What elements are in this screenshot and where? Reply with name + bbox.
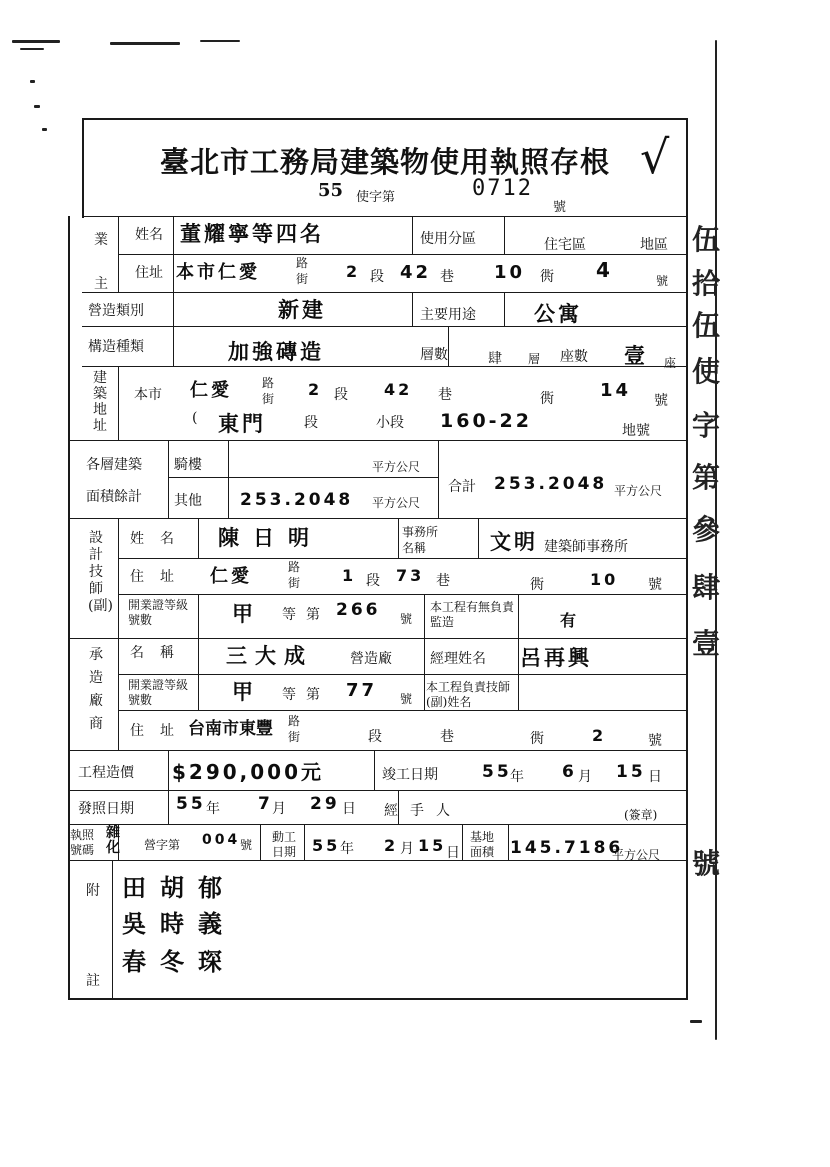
- designer-license-label: 開業證等級號數: [128, 598, 189, 627]
- done-month: 6: [562, 762, 577, 782]
- side-strip-4: 使: [692, 355, 721, 388]
- bldg-count-zuo: 座: [664, 356, 677, 370]
- done-y: 年: [510, 769, 524, 785]
- contractor-street: 街: [288, 730, 301, 744]
- contractor-no: 2: [592, 726, 607, 745]
- other-value: 253.2048: [240, 490, 354, 510]
- site-xiang: 巷: [438, 387, 452, 403]
- owner-duan: 段: [370, 269, 384, 285]
- floors-ceng: 層: [528, 352, 541, 366]
- notes-label-top: 附: [86, 883, 100, 899]
- main-use-value: 公寓: [534, 302, 582, 326]
- owner-addr-label: 住址: [135, 265, 163, 281]
- designer-lane: 73: [396, 566, 425, 585]
- designer-deng-di: 等第: [282, 607, 330, 623]
- site-no: 14: [600, 380, 632, 401]
- site-paren: (: [192, 410, 198, 426]
- site-lane: 42: [384, 380, 413, 399]
- notes-line-1: 田胡郁: [122, 874, 236, 902]
- other-unit: 平方公尺: [372, 496, 421, 510]
- build-type-value: 新建: [278, 298, 326, 322]
- contractor-addr: 台南市東豐: [188, 719, 273, 739]
- issue-day: 29: [310, 794, 340, 814]
- start-y: 年: [340, 841, 354, 857]
- done-d: 日: [648, 769, 662, 785]
- designer-office-name: 文明: [490, 530, 538, 554]
- zone-suffix: 地區: [640, 237, 668, 253]
- owner-road: 路: [296, 256, 309, 270]
- license-number: 0712: [472, 176, 533, 201]
- arcade-label: 騎樓: [174, 457, 202, 473]
- cost-label: 工程造價: [78, 765, 134, 781]
- floors-value: 肆: [488, 351, 502, 367]
- side-strip-10: 號: [692, 847, 721, 880]
- issue-label: 發照日期: [78, 801, 134, 817]
- owner-street: 街: [296, 272, 309, 286]
- other-label: 其他: [174, 493, 202, 509]
- site-road-name: 仁愛: [190, 380, 232, 401]
- site-city: 本市: [134, 387, 162, 403]
- base-area-unit: 平方公尺: [612, 848, 661, 862]
- license-word: 使字第: [356, 190, 396, 205]
- site-nong: 衖: [540, 391, 554, 407]
- designer-name-label: 姓名: [130, 531, 190, 547]
- done-day: 15: [616, 762, 646, 782]
- contractor-hao: 號: [648, 733, 662, 749]
- main-use-label: 主要用途: [420, 307, 476, 323]
- contractor-name: 三大成: [226, 644, 313, 668]
- permit-label: 執照號碼: [70, 828, 95, 857]
- permit-hao: 號: [240, 838, 253, 852]
- side-strip-7: 參: [692, 513, 721, 546]
- owner-name: 董耀寧等四名: [180, 222, 324, 246]
- base-area-label: 基地面積: [470, 830, 495, 859]
- owner-no: 4: [596, 258, 613, 282]
- designer-name: 陳日明: [218, 526, 323, 550]
- owner-hao: 號: [656, 274, 669, 288]
- side-strip-9: 壹: [692, 627, 721, 660]
- contractor-road: 路: [288, 714, 301, 728]
- base-area-value: 145.7186: [510, 838, 624, 858]
- owner-alley: 10: [494, 262, 526, 283]
- handler-label: 經手人: [384, 803, 462, 819]
- contractor-license-label: 開業證等級號數: [128, 678, 189, 707]
- license-suffix: 號: [553, 200, 567, 215]
- start-day: 15: [418, 836, 447, 855]
- owner-section-no: 2: [346, 262, 361, 281]
- site-section-no: 2: [308, 380, 323, 399]
- contractor-duan: 段: [368, 729, 382, 745]
- site-duan: 段: [334, 387, 348, 403]
- designer-duan: 段: [366, 573, 380, 589]
- structure-label: 構造種類: [88, 339, 144, 355]
- designer-road: 路: [288, 560, 301, 574]
- designer-addr-label: 住址: [130, 569, 190, 585]
- contractor-license-hao: 號: [400, 692, 413, 706]
- owner-xiang: 巷: [440, 269, 454, 285]
- done-year: 55: [482, 762, 512, 782]
- site-lot-suffix: 地號: [622, 423, 650, 439]
- start-month: 2: [384, 836, 399, 855]
- contractor-nong: 衖: [530, 731, 544, 747]
- owner-section-label: 業主: [94, 232, 108, 292]
- site-hao: 號: [654, 393, 668, 409]
- permit-no: 004: [202, 832, 241, 848]
- done-label: 竣工日期: [382, 767, 438, 783]
- designer-addr-road: 仁愛: [210, 566, 252, 587]
- owner-lane: 42: [400, 262, 432, 283]
- manager-label: 經理姓名: [430, 651, 486, 667]
- sign-label: (簽章): [624, 808, 658, 822]
- designer-hao: 號: [648, 577, 662, 593]
- site-lot: 160-22: [440, 410, 532, 432]
- notes-line-2: 吳時義: [122, 910, 236, 938]
- floors-label: 層數: [420, 347, 448, 363]
- structure-value: 加強磚造: [228, 340, 324, 364]
- designer-xiang: 巷: [436, 573, 450, 589]
- zone-label: 使用分區: [420, 231, 476, 247]
- check-mark: √: [640, 130, 670, 184]
- designer-street: 街: [288, 576, 301, 590]
- designer-section-no: 1: [342, 566, 357, 585]
- area-label-2: 面積餘計: [86, 489, 142, 505]
- designer-license-no: 266: [336, 600, 381, 620]
- area-total-value: 253.2048: [494, 474, 608, 494]
- designer-office-suffix: 建築師事務所: [544, 539, 628, 555]
- side-strip-2: 拾: [692, 267, 721, 300]
- side-strip-8: 肆: [692, 571, 721, 604]
- supervise-label: 本工程有無負責監造: [430, 600, 515, 629]
- side-strip-1: 伍: [692, 223, 721, 256]
- side-strip-5: 字: [692, 409, 721, 442]
- owner-addr: 本市仁愛: [176, 262, 260, 283]
- bldg-count-label: 座數: [560, 349, 588, 365]
- contractor-grade: 甲: [232, 680, 256, 704]
- site-small-section: 小段: [376, 415, 404, 431]
- tech-label: 本工程負責技師(副)姓名: [426, 680, 511, 709]
- permit-word: 營字第: [144, 838, 181, 852]
- arcade-unit: 平方公尺: [372, 460, 421, 474]
- area-label-1: 各層建築: [86, 457, 142, 473]
- zone-value: 住宅區: [544, 237, 586, 253]
- issue-month: 7: [258, 794, 273, 814]
- contractor-xiang: 巷: [440, 729, 454, 745]
- cost-value: $290,000元: [172, 760, 325, 784]
- issue-m: 月: [272, 801, 286, 817]
- designer-office-label: 事務所名稱: [402, 525, 439, 555]
- license-year: 55: [318, 180, 344, 201]
- build-type-label: 營造類別: [88, 303, 144, 319]
- site-land-duan: 段: [304, 415, 318, 431]
- designer-label: 設計技師(副): [88, 530, 113, 614]
- manager-name: 呂再興: [520, 646, 592, 670]
- side-strip-6: 第: [692, 461, 721, 494]
- start-m: 月: [400, 841, 414, 857]
- designer-grade: 甲: [232, 602, 256, 626]
- contractor-name-suffix: 營造廠: [350, 651, 392, 667]
- contractor-label: 承造廠商: [89, 647, 103, 732]
- start-d: 日: [446, 845, 460, 861]
- notes-line-3: 春冬琛: [122, 948, 236, 976]
- side-strip-3: 伍: [692, 309, 721, 342]
- site-land-section: 東門: [218, 412, 266, 436]
- done-m: 月: [578, 769, 592, 785]
- owner-nong: 衖: [540, 269, 554, 285]
- permit-value: 雜化: [106, 825, 123, 856]
- notes-label-bottom: 註: [86, 973, 100, 989]
- issue-year: 55: [176, 794, 206, 814]
- site-label: 建築地址: [93, 370, 107, 434]
- issue-y: 年: [206, 801, 220, 817]
- bldg-count-value: 壹: [624, 344, 648, 368]
- supervise-value: 有: [560, 611, 580, 630]
- start-year: 55: [312, 836, 341, 855]
- designer-nong: 衖: [530, 577, 544, 593]
- designer-license-hao: 號: [400, 612, 413, 626]
- owner-name-label: 姓名: [135, 227, 163, 243]
- issue-d: 日: [342, 801, 356, 817]
- contractor-deng-di: 等第: [282, 687, 330, 703]
- form-title: 臺北市工務局建築物使用執照存根: [160, 145, 611, 179]
- area-total-unit: 平方公尺: [614, 484, 663, 498]
- site-street: 街: [262, 392, 275, 406]
- site-road: 路: [262, 376, 275, 390]
- area-total-label: 合計: [448, 479, 476, 495]
- contractor-addr-label: 住址: [130, 723, 190, 739]
- designer-no: 10: [590, 570, 619, 589]
- start-label: 動工日期: [272, 830, 297, 859]
- contractor-license-no: 77: [346, 680, 378, 701]
- contractor-name-label: 名稱: [130, 645, 190, 661]
